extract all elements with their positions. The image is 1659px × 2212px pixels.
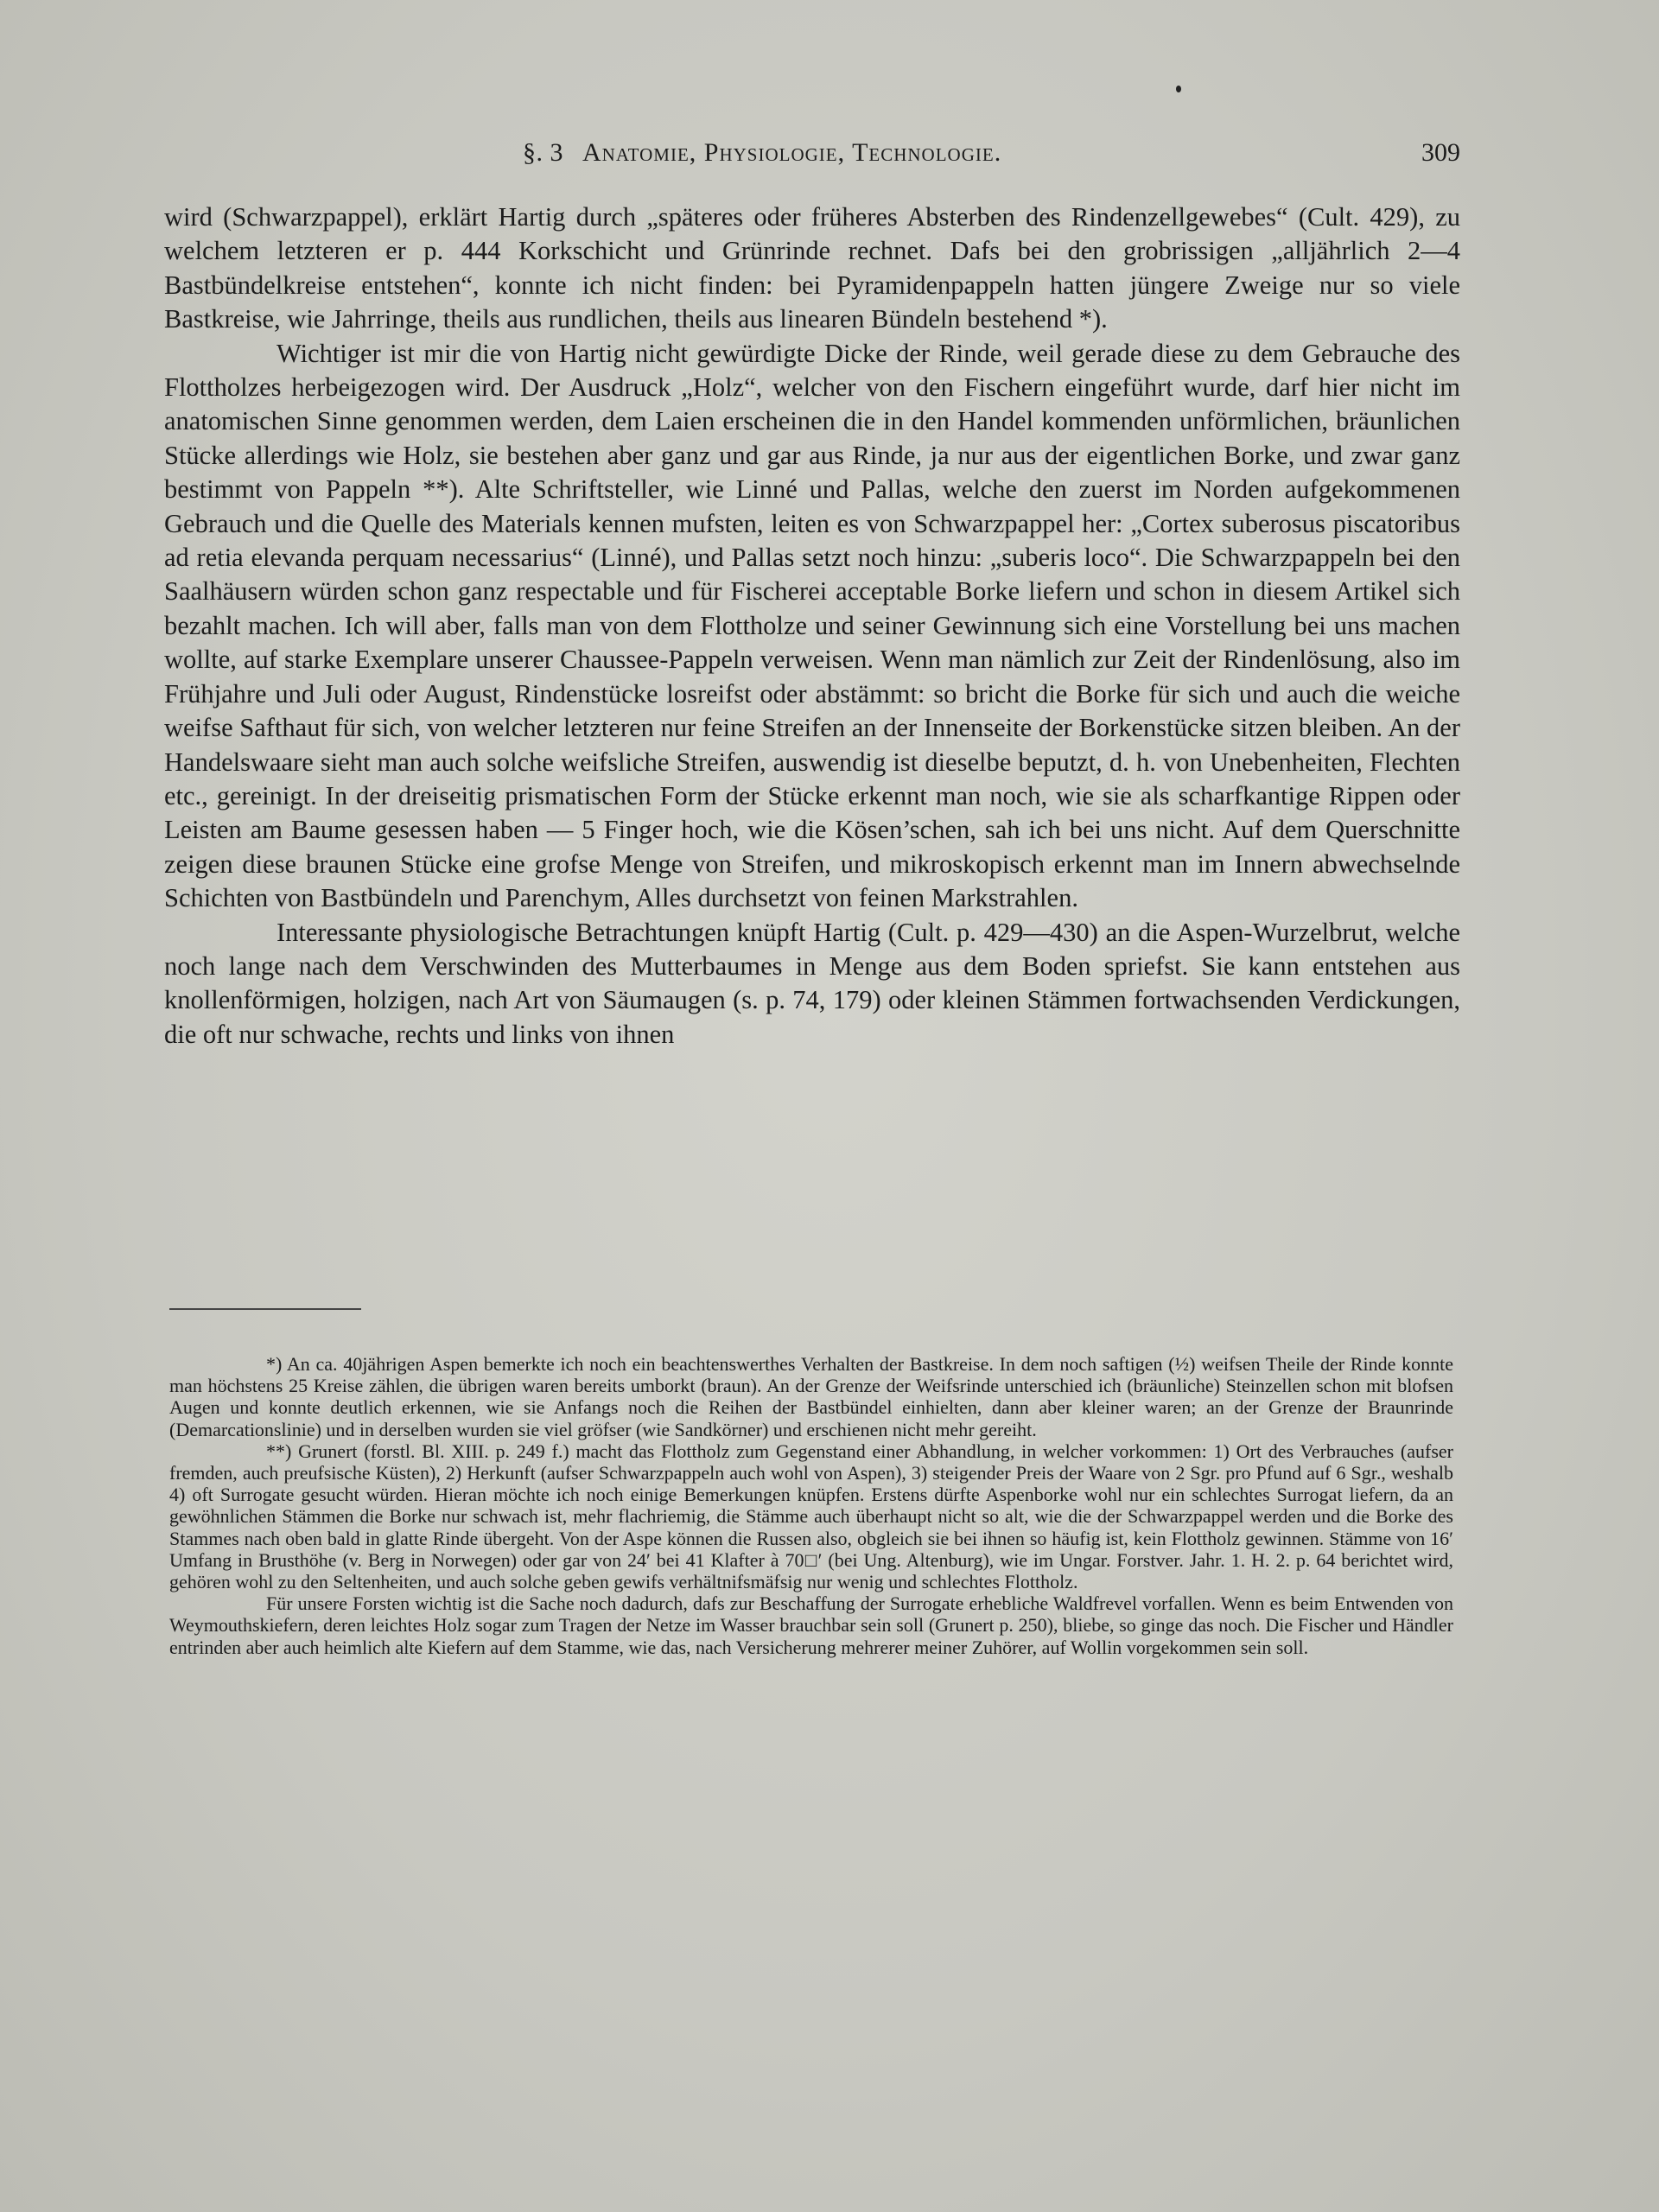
footnote-2-continuation: Für unsere Forsten wichtig ist die Sache noch dadurch, dafs zur Beschaffung der Surrogate erhebliche Waldfrevel vorfallen. Wenn es beim Entwenden von Weymouthskiefern, deren leichtes Holz sogar zum Tragen der Netze im Wasser brauchbar sein soll (Grunert p. 250), bliebe, so ginge das noch. Die Fischer und Händler entrinden aber auch heimlich alte Kiefern auf dem Stamme, wie das, nach Versicherung mehrerer meiner Zuhörer, auf Wollin vorgekommen sein soll. (169, 1592, 1453, 1658)
main-text (164, 200, 1460, 1052)
paragraph-1: wird (Schwarzpappel), erklärt Hartig durch „späteres oder früheres Absterben des Rindenzellgewebes“ (Cult. 429), zu welchem letzteren er p. 444 Korkschicht und Grünrinde rechnet. Dafs bei den grobrissigen „alljährlich 2—4 Bastbündelkreise entstehen“, konnte ich nicht finden: bei Pyramidenpappeln hatten jüngere Zweige nur so viele Bastkreise, wie Jahrringe, theils aus rundlichen, theils aus linearen Bündeln bestehend *). (164, 202, 1460, 334)
page-number: 309 (1421, 138, 1460, 167)
section-number: §. 3 (523, 138, 563, 167)
paragraph-3: Interessante physiologische Betrachtungen knüpft Hartig (Cult. p. 429—430) an die Aspen-Wurzelbrut, welche noch lange nach dem Verschwinden des Mutterbaumes in Menge aus dem Boden spriefst. Sie kann entstehen aus knollenförmigen, holzigen, nach Art von Säumaugen (s. p. 74, 179) oder kleinen Stämmen fortwachsenden Verdickungen, die oft nur schwache, rechts und links von ihnen (164, 917, 1460, 1049)
footnote-1: *) An ca. 40jährigen Aspen bemerkte ich noch ein beachtenswerthes Verhalten der Bastkreise. In dem noch saftigen (½) weifsen Theile der Rinde konnte man höchstens 25 Kreise zählen, die übrigen waren bereits umborkt (braun). An der Grenze der Weifsrinde unterschied ich (bräunliche) Steinzellen schon mit blofsen Augen und konnte deutlich erkennen, wie sie Anfangs noch die Reihen der Bastbündel einhielten, dann aber kleiner waren; an der Grenze der Braunrinde (Demarcationslinie) und in derselben wurden sie viel gröfser (wie Sandkörner) und erschienen nicht mehr gereiht. (169, 1353, 1453, 1440)
ink-speck (1176, 86, 1181, 92)
footnote-separator (169, 1308, 361, 1310)
paragraph-2: Wichtiger ist mir die von Hartig nicht gewürdigte Dicke der Rinde, weil gerade diese zu dem Gebrauche des Flottholzes herbeigezogen wird. Der Ausdruck „Holz“, welcher von den Fischern eingeführt wurde, darf hier nicht im anatomischen Sinne genommen werden, dem Laien erscheinen die in den Handel kommenden unförmlichen, bräunlichen Stücke allerdings wie Holz, sie bestehen aber ganz und gar aus Rinde, ja nur aus der eigentlichen Borke, und zwar ganz bestimmt von Pappeln **). Alte Schriftsteller, wie Linné und Pallas, welche den zuerst im Norden aufgekommenen Gebrauch und die Quelle des Materials kennen mufsten, leiten es von Schwarzpappel her: „Cortex suberosus piscatoribus ad retia elevanda perquam necessarius“ (Linné), und Pallas setzt noch hinzu: „suberis loco“. Die Schwarzpappeln bei den Saalhäusern würden schon ganz respectable und für Fischerei acceptable Borke liefern und schon in diesem Artikel sich bezahlt machen. Ich will aber, falls man von dem Flottholze und seiner Gewinnung sich eine Vorstellung bei uns machen wollte, auf starke Exemplare unserer Chaussee-Pappeln verweisen. Wenn man nämlich zur Zeit der Rindenlösung, also im Frühjahre und Juli oder August, Rindenstücke losreifst oder abstämmt: so bricht die Borke für sich und auch die weiche weifse Safthaut für sich, von welcher letzteren nur feine Streifen an der Innenseite der Borkenstücke sitzen bleiben. An der Handelswaare sieht man auch solche weifsliche Streifen, auswendig ist dieselbe beputzt, d. h. von Unebenheiten, Flechten etc., gereinigt. In der dreiseitig prismatischen Form der Stücke erkennt man noch, wie sie als scharfkantige Rippen oder Leisten am Baume gesessen haben — 5 Finger hoch, wie die Kösen’schen, sah ich bei uns nicht. Auf dem Querschnitte zeigen diese braunen Stücke eine grofse Menge von Streifen, und mikroskopisch erkennt man im Innern abwechselnde Schichten von Bastbündeln und Parenchym, Alles durchsetzt von feinen Markstrahlen. (164, 338, 1460, 913)
running-header (164, 138, 1460, 173)
running-title (523, 138, 1001, 168)
chapter-title: Anatomie, Physiologie, Technologie. (582, 138, 1002, 167)
footnotes (169, 1353, 1453, 1658)
footnote-2: **) Grunert (forstl. Bl. XIII. p. 249 f.) macht das Flottholz zum Gegenstand einer Abhandlung, in welcher vorkommen: 1) Ort des Verbrauches (aufser fremden, auch preufsische Küsten), 2) Herkunft (aufser Schwarzpappeln auch wohl von Aspen), 3) steigender Preis der Waare von 2 Sgr. pro Pfund auf 6 Sgr., weshalb 4) oft Surrogate gesucht würden. Hieran möchte ich noch einige Bemerkungen knüpfen. Erstens dürfte Aspenborke wohl nur ein schlechtes Surrogat liefern, da an gewöhnlichen Stämmen die Borke nur schwach ist, mehr flachriemig, die Stämme auch überhaupt nicht so alt, wie die der Schwarzpappel werden und die Borke des Stammes nach oben bald in glatte Rinde übergeht. Von der Aspe können die Russen also, obgleich sie bei ihnen so häufig ist, kein Flottholz gewinnen. Stämme von 16′ Umfang in Brusthöhe (v. Berg in Norwegen) oder gar von 24′ bei 41 Klafter à 70□′ (bei Ung. Altenburg), wie im Ungar. Forstver. Jahr. 1. H. 2. p. 64 berichtet wird, gehören wohl zu den Seltenheiten, und auch solche geben gewifs verhältnifsmäfsig nur wenig und schlechtes Flottholz. (169, 1440, 1453, 1593)
